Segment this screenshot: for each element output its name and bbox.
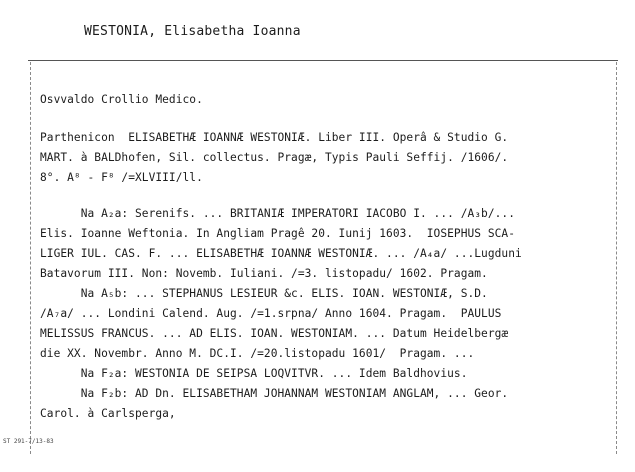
title-line: Parthenicon ELISABETHÆ IOANNÆ WESTONIÆ. Liber III. Operâ & Studio G.	[40, 131, 509, 144]
note-line: Na F₂a: WESTONIA DE SEIPSA LOQVITVR. ... Idem Baldhovius.	[40, 367, 468, 380]
note-line: Na A₂a: Serenifs. ... BRITANIÆ IMPERATORI IACOBO I. ... /A₃b/...	[40, 207, 515, 220]
note-line: Elis. Ioanne Weftonia. In Angliam Pragê 20. Iunij 1603. IOSEPHUS SCA-	[40, 227, 515, 240]
note-line: Batavorum III. Non: Novemb. Iuliani. /=3. listopadu/ 1602. Pragam.	[40, 267, 488, 280]
note-line: Na A₅b: ... STEPHANUS LESIEUR &c. ELIS. IOAN. WESTONIÆ, S.D.	[40, 287, 488, 300]
note-line: LIGER IUL. CAS. F. ... ELISABETHÆ IOANNÆ WESTONIÆ. ... /A₄a/ ...Lugduni	[40, 247, 522, 260]
collation-line: 8°. A⁸ - F⁸ /=XLVIII/ll.	[40, 171, 203, 184]
note-line: MELISSUS FRANCUS. ... AD ELIS. IOAN. WESTONIAM. ... Datum Heidelbergæ	[40, 327, 509, 340]
card-print-code: ST 291-7/13-83	[3, 438, 54, 445]
note-line: Carol. à Carlsperga,	[40, 407, 176, 420]
dedication-line: Osvvaldo Crollio Medico.	[40, 93, 203, 106]
imprint-line: MART. à BALDhofen, Sil. collectus. Pragæ, Typis Pauli Seffij. /1606/.	[40, 151, 509, 164]
note-line: die XX. Novembr. Anno M. DC.I. /=20.listopadu 1601/ Pragam. ...	[40, 347, 475, 360]
heading-rule	[28, 60, 618, 61]
left-margin-line	[30, 62, 31, 454]
right-margin-line	[616, 62, 617, 454]
note-line: /A₇a/ ... Londini Calend. Aug. /=1.srpna/ Anno 1604. Pragam. PAULUS	[40, 307, 502, 320]
card-heading: WESTONIA, Elisabetha Ioanna	[84, 24, 301, 39]
note-line: Na F₂b: AD Dn. ELISABETHAM JOHANNAM WESTONIAM ANGLAM, ... Geor.	[40, 387, 509, 400]
